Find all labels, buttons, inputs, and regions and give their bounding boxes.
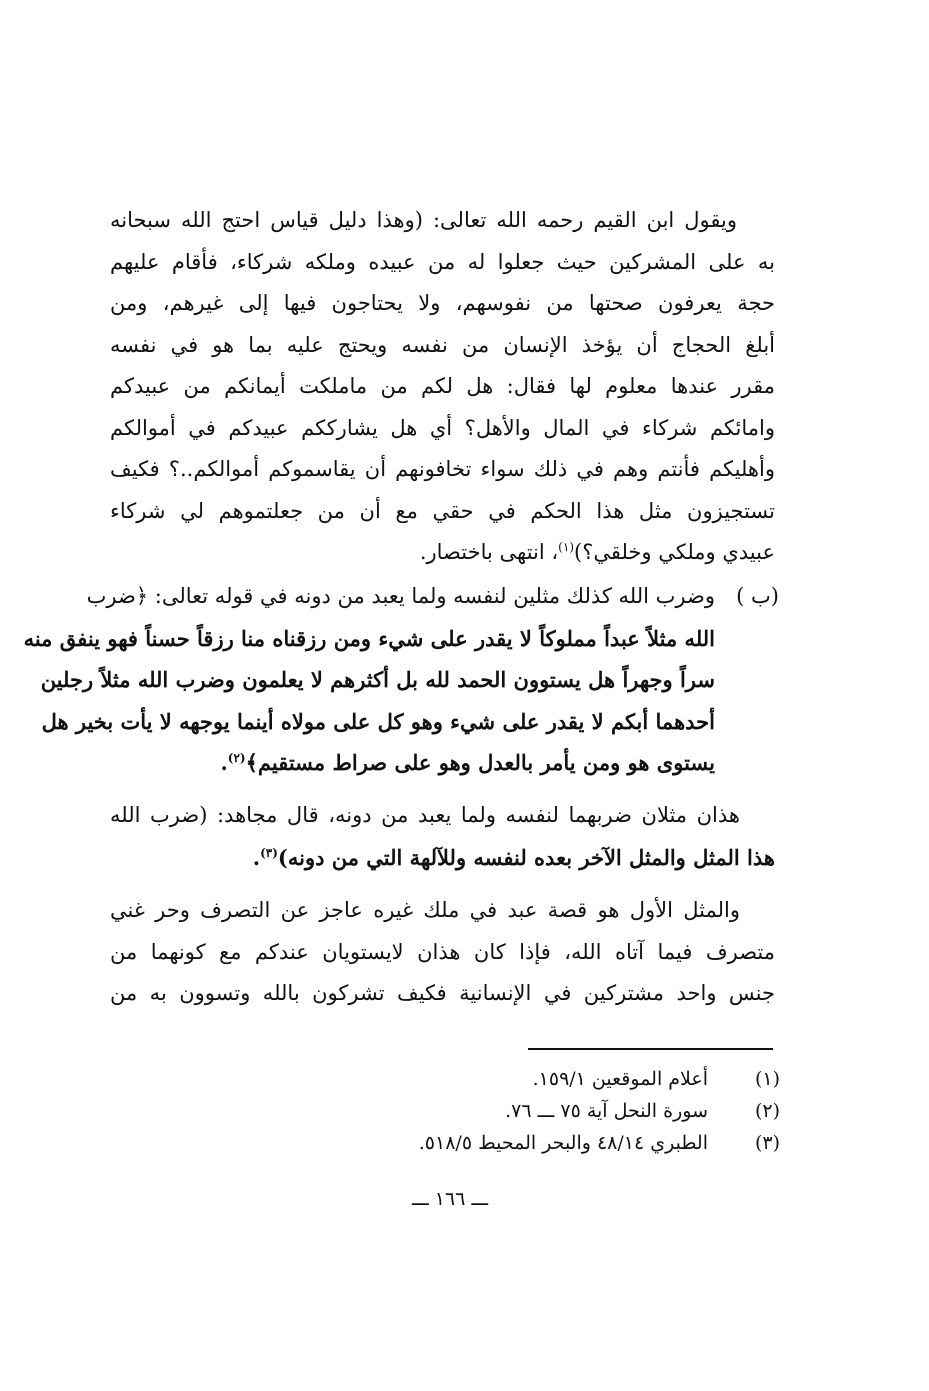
quran-verse-line: سراً وجهراً هل يستوون الحمد لله بل أكثرهم لا يعلمون وضرب الله مثلاً رجلين xyxy=(40,667,715,692)
text-line: وضرب الله كذلك مثلين لنفسه ولما يعبد من دونه في قوله تعالى: ﴿ضرب xyxy=(86,584,715,608)
text-fragment: هذا المثل والمثل الآخر بعده لنفسه وللآلهة التي من دونه) xyxy=(277,844,775,870)
footnote-ref-2: (٢) xyxy=(227,751,246,765)
footnote-divider xyxy=(528,1048,773,1050)
text-line-final xyxy=(110,837,775,879)
footnote-item xyxy=(300,1095,780,1127)
footnote-text: سورة النحل آية ٧٥ ـــ ٧٦. xyxy=(505,1100,708,1122)
footnote-ref-1: (١) xyxy=(558,540,574,554)
footnote-item xyxy=(300,1063,780,1095)
text-fragment: يستوى هو ومن يأمر بالعدل وهو على صراط مستقيم﴾ xyxy=(245,750,715,775)
paragraph-label: (ب ) xyxy=(736,584,779,608)
text-line: وامائكم شركاء في المال والأهل؟ أي هل يشارككم عبيدكم في أموالكم xyxy=(110,415,775,440)
text-line: أبلغ الحجاج أن يؤخذ الإنسان من نفسه ويحتج عليه بما هو في نفسه xyxy=(110,332,775,357)
paragraph-first-parable xyxy=(110,890,775,1015)
text-line: حجة يعرفون صحتها من نفوسهم، ولا يحتاجون فيها إلى غيرهم، ومن xyxy=(110,291,775,315)
quran-verse-line: أحدهما أبكم لا يقدر على شيء وهو كل على مولاه أينما يوجهه لا يأت بخير هل xyxy=(41,708,715,734)
text-line: هذان مثلان ضربهما لنفسه ولما يعبد من دونه، قال مجاهد: (ضرب الله xyxy=(110,803,740,827)
paragraph-b-two-parables xyxy=(23,576,779,784)
footnote-text: أعلام الموقعين ١٥٩/١. xyxy=(532,1068,708,1090)
text-line: تستجيزون مثل هذا الحكم في حقي مع أن من جعلتموهم لي شركاء xyxy=(110,498,775,523)
paragraph-ibn-alqayyim-quote xyxy=(110,200,775,574)
text-line: جنس واحد مشتركين في الإنسانية فكيف تشركون بالله وتسوون به من xyxy=(110,981,775,1005)
footnote-number: (٢) xyxy=(754,1100,780,1122)
text-fragment: . xyxy=(252,844,261,870)
footnote-text: الطبري ٤٨/١٤ والبحر المحيط ٥١٨/٥. xyxy=(418,1132,708,1154)
text-line: والمثل الأول هو قصة عبد في ملك غيره عاجز عن التصرف وحر غني xyxy=(110,898,740,922)
paragraph-mujahid-quote xyxy=(110,795,775,878)
footnote-number: (١) xyxy=(754,1068,780,1090)
text-line: به على المشركين حيث جعلوا له من عبيده وملكه شركاء، فأقام عليهم xyxy=(110,249,775,274)
text-line: مقرر عندها معلوم لها فقال: هل لكم من ماملكت أيمانكم من عبيدكم xyxy=(110,374,775,398)
footnote-ref-3: (٣) xyxy=(260,845,278,860)
text-line: وأهليكم فأنتم وهم في ذلك سواء تخافونهم أن يقاسموكم أموالكم..؟ فكيف xyxy=(110,457,775,481)
page-number: ـــ ١٦٦ ـــ xyxy=(411,1188,489,1210)
text-fragment: . xyxy=(220,750,228,775)
footnotes xyxy=(300,1063,780,1159)
footnote-item xyxy=(300,1127,780,1159)
text-line-final xyxy=(110,532,775,574)
footnote-number: (٣) xyxy=(754,1132,780,1154)
paragraph-body xyxy=(23,576,715,784)
text-fragment: عبيدي وملكي وخلقي؟) xyxy=(574,540,775,564)
quran-verse-line-final xyxy=(110,742,715,784)
quran-verse-line: الله مثلاً عبداً مملوكاً لا يقدر على شيء ومن رزقناه منا رزقاً حسناً فهو ينفق منه xyxy=(23,625,715,651)
text-fragment: ، انتهى باختصار. xyxy=(419,540,559,564)
text-line: متصرف فيما آتاه الله، فإذا كان هذان لايستويان عندكم مع كونهما من xyxy=(110,939,775,964)
text-line: ويقول ابن القيم رحمه الله تعالى: (وهذا دليل قياس احتج الله سبحانه xyxy=(110,208,737,232)
